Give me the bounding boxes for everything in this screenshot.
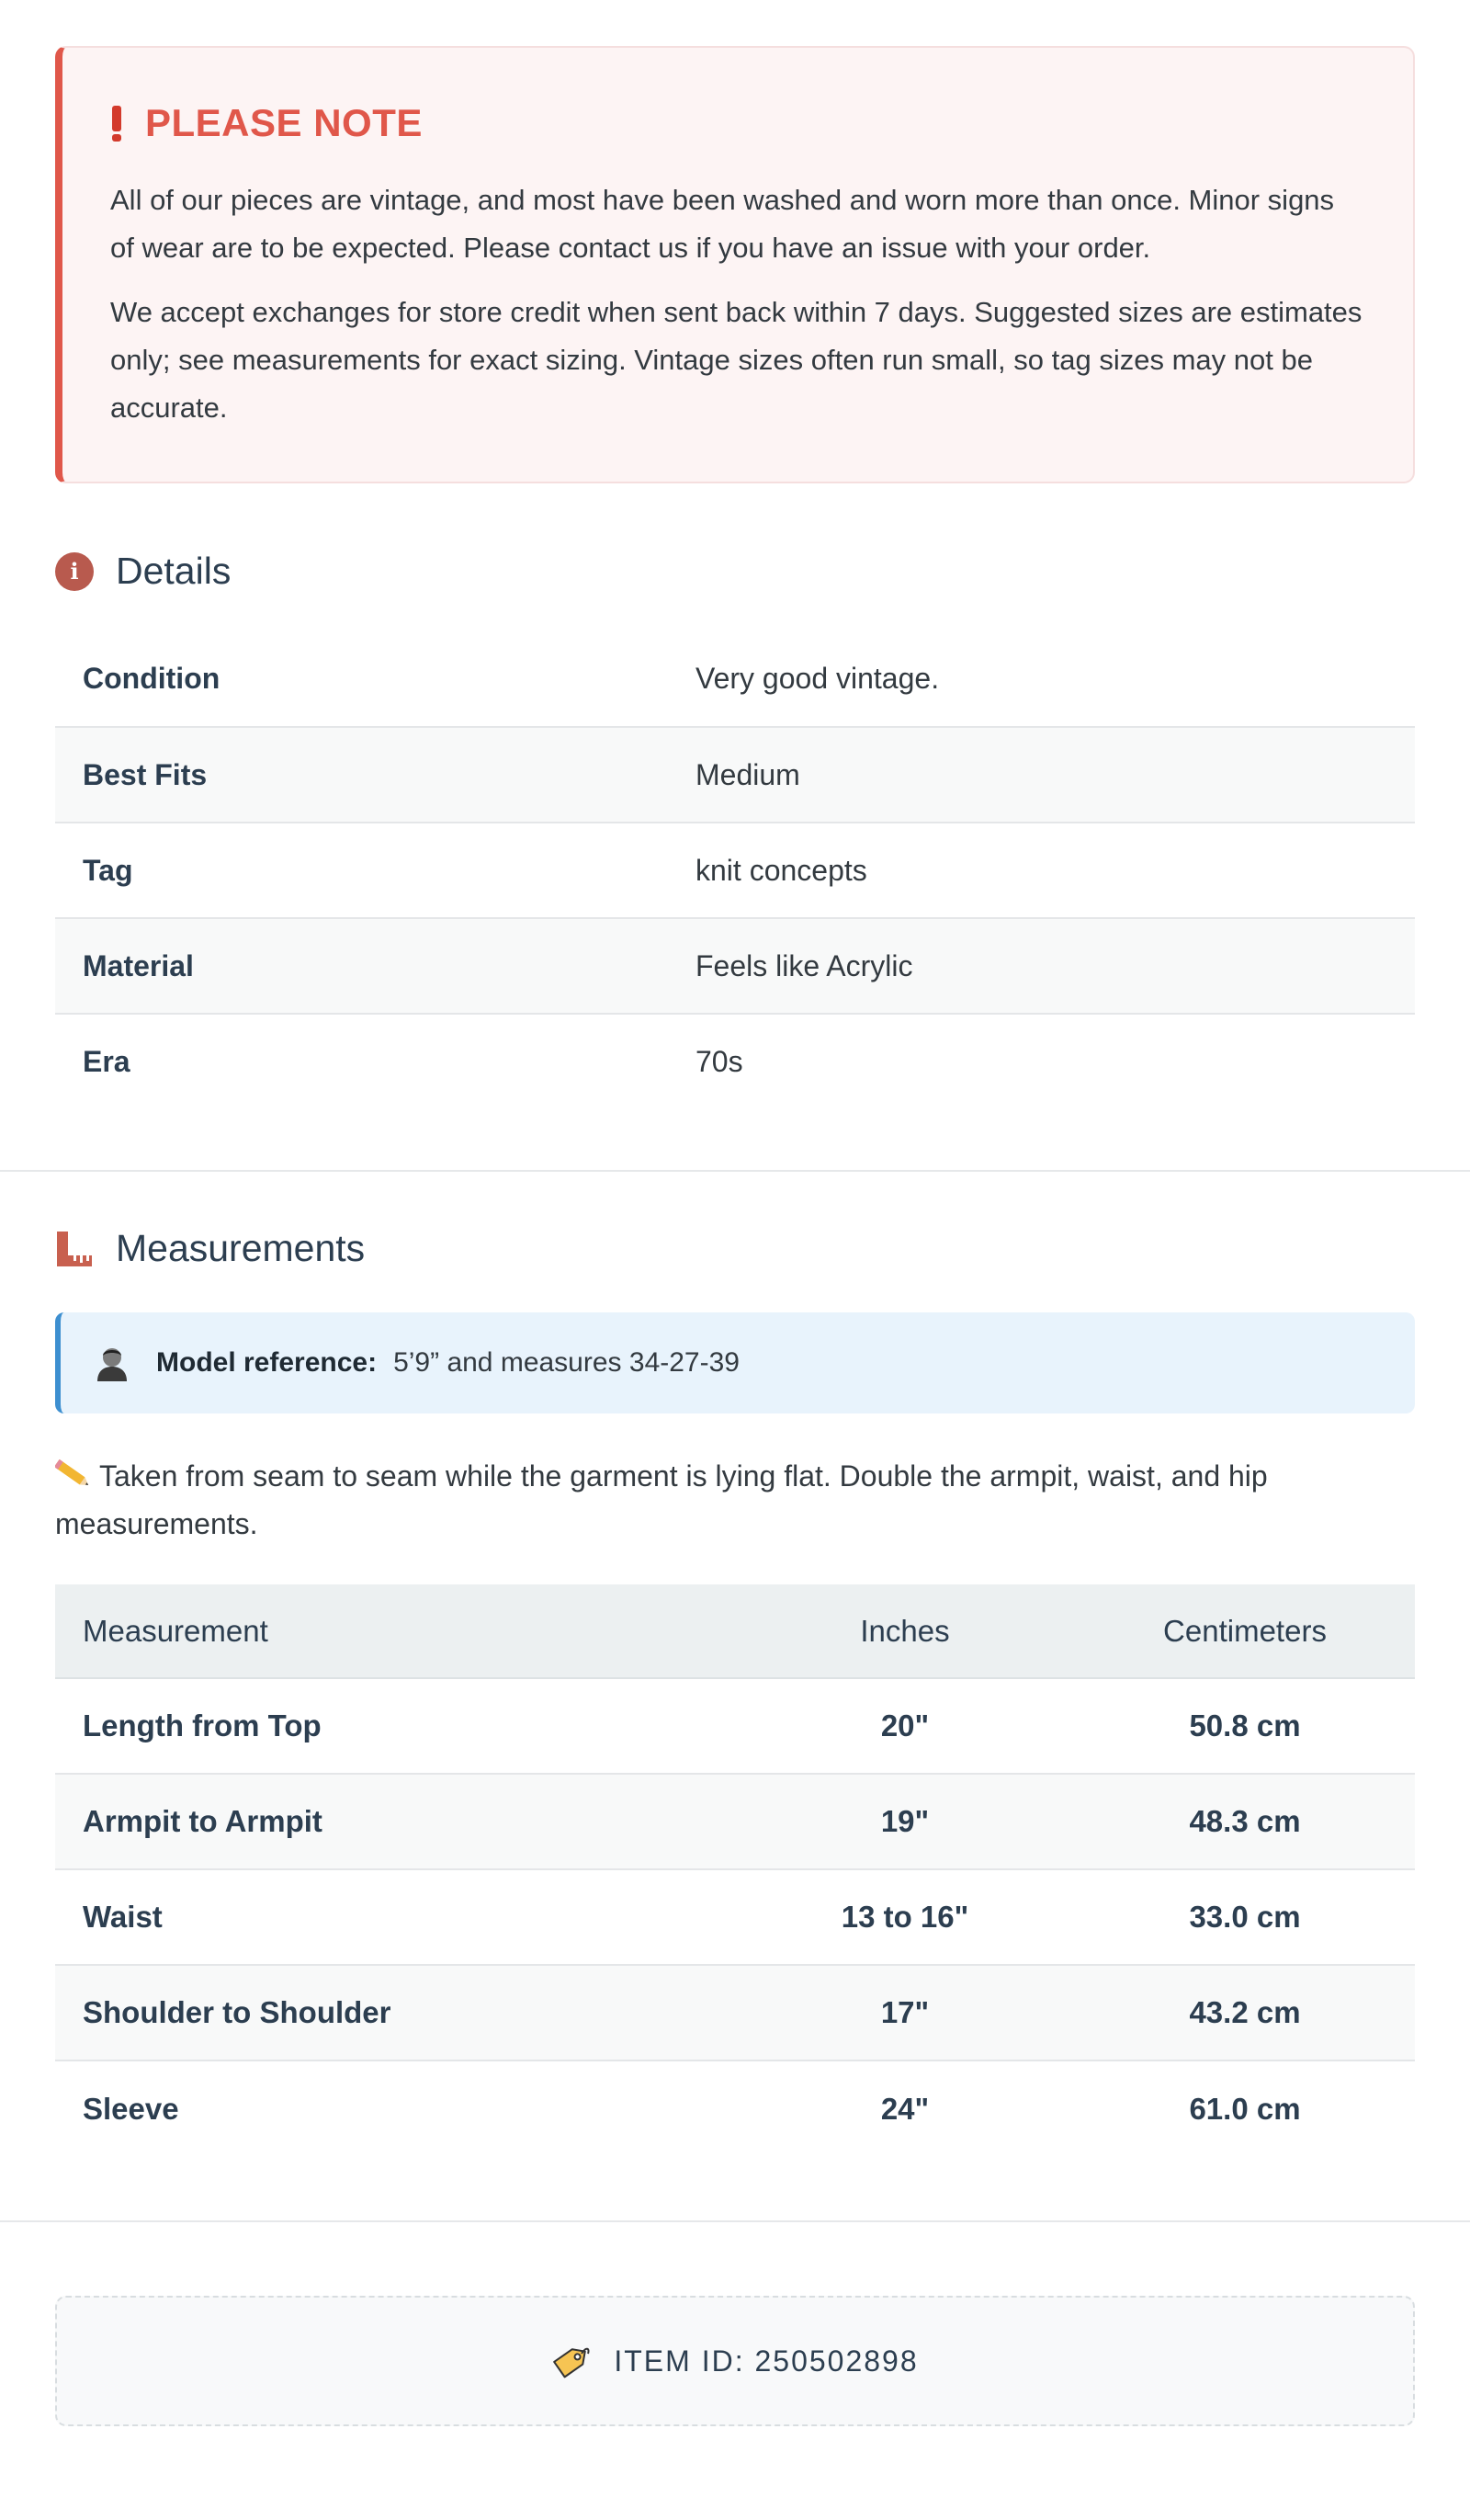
measurement-inches: 20" — [735, 1678, 1075, 1774]
measurements-title: Measurements — [116, 1227, 366, 1269]
detail-value: Feels like Acrylic — [668, 918, 1415, 1014]
measurement-cm: 43.2 cm — [1075, 1965, 1415, 2060]
table-row — [55, 1965, 1415, 2060]
table-header-row — [55, 1584, 1415, 1678]
measurement-name: Armpit to Armpit — [55, 1774, 735, 1869]
notice-header — [110, 101, 1365, 145]
detail-value: knit concepts — [668, 823, 1415, 918]
measurement-inches: 13 to 16" — [735, 1869, 1075, 1965]
table-row — [55, 1869, 1415, 1965]
table-row — [55, 727, 1415, 823]
measurement-note-text: Taken from seam to seam while the garment is lying flat. Double the armpit, waist, and hip measurements. — [55, 1459, 1268, 1540]
column-header: Measurement — [55, 1584, 735, 1678]
measurement-inches: 17" — [735, 1965, 1075, 2060]
measurement-cm: 48.3 cm — [1075, 1774, 1415, 1869]
table-row — [55, 1678, 1415, 1774]
please-note-box — [55, 46, 1415, 483]
model-reference-label: Model reference: — [156, 1347, 378, 1378]
detail-label: Era — [83, 1045, 130, 1078]
table-row — [55, 1014, 1415, 1109]
measurement-name: Sleeve — [83, 2091, 179, 2126]
measurement-cm: 61.0 cm — [1189, 2091, 1301, 2126]
details-header — [55, 550, 1415, 593]
item-id-label: ITEM ID: 250502898 — [614, 2344, 919, 2378]
measurement-note — [55, 1452, 1415, 1548]
model-reference-box — [55, 1312, 1415, 1413]
column-header: Centimeters — [1075, 1584, 1415, 1678]
measurements-table — [55, 1584, 1415, 2156]
detail-label: Material — [55, 918, 668, 1014]
measurements-header — [55, 1227, 1415, 1270]
table-row — [55, 918, 1415, 1014]
model-reference-value: 5’9” and measures 34-27-39 — [393, 1347, 740, 1378]
detail-label: Tag — [55, 823, 668, 918]
detail-value: Very good vintage. — [668, 631, 1415, 727]
measurement-name: Shoulder to Shoulder — [55, 1965, 735, 2060]
table-row — [55, 1774, 1415, 1869]
person-icon — [94, 1345, 130, 1381]
table-row — [55, 631, 1415, 727]
tag-icon — [551, 2341, 592, 2381]
notice-paragraph: All of our pieces are vintage, and most have been washed and worn more than once. Minor signs of wear are to be expected. Please contact us if you have an issue with your order. — [110, 184, 1335, 264]
detail-value: Medium — [668, 727, 1415, 823]
details-table — [55, 631, 1415, 1109]
measurement-cm: 50.8 cm — [1075, 1678, 1415, 1774]
exclamation-icon — [110, 106, 123, 141]
detail-label: Best Fits — [55, 727, 668, 823]
column-header: Inches — [735, 1584, 1075, 1678]
item-id-box — [55, 2296, 1415, 2426]
details-title: Details — [116, 550, 232, 592]
pencil-icon — [55, 1457, 90, 1492]
ruler-icon — [55, 1230, 94, 1268]
info-icon: i — [55, 552, 94, 591]
measurement-inches: 19" — [735, 1774, 1075, 1869]
measurement-cm: 33.0 cm — [1075, 1869, 1415, 1965]
detail-value: 70s — [695, 1045, 743, 1078]
notice-paragraph: We accept exchanges for store credit when sent back within 7 days. Suggested sizes are estimates only; see measurements for exact sizing. Vintage sizes often run small, so tag sizes may not be accurate. — [110, 296, 1363, 424]
measurement-name: Length from Top — [55, 1678, 735, 1774]
detail-label: Condition — [55, 631, 668, 727]
section-divider — [0, 2220, 1470, 2222]
table-row — [55, 2060, 1415, 2156]
table-row — [55, 823, 1415, 918]
notice-title: PLEASE NOTE — [145, 101, 423, 144]
measurement-inches: 24" — [880, 2091, 930, 2126]
section-divider — [0, 1170, 1470, 1172]
measurement-name: Waist — [55, 1869, 735, 1965]
